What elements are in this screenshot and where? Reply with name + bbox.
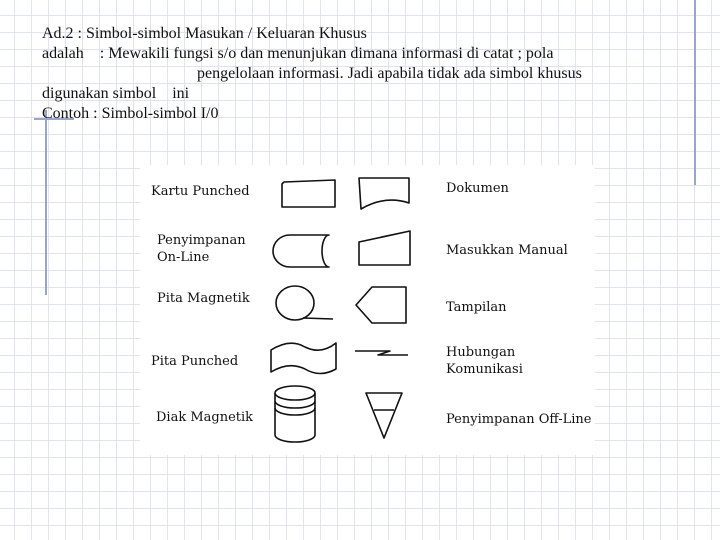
symbol-label-pita-magnetik: Pita Magnetik — [157, 291, 250, 306]
heading-line-4: digunakan simbol ini — [42, 85, 190, 102]
magnetic-tape-tail — [303, 318, 333, 319]
heading-line-1: Ad.2 : Simbol-simbol Masukan / Keluaran Khusus — [42, 25, 367, 42]
symbol-label-penyimpanan-offline: Penyimpanan Off-Line — [446, 412, 592, 427]
symbol-label-penyimpanan-online-line2: On-Line — [157, 250, 210, 265]
symbol-label-masukkan-manual: Masukkan Manual — [446, 243, 568, 258]
magnetic-disk-ring-1 — [275, 393, 315, 400]
decorative-vertical-line — [45, 110, 47, 295]
magnetic-tape-icon — [276, 286, 314, 320]
heading-text — [42, 24, 682, 124]
symbol-panel — [140, 165, 595, 455]
display-icon — [356, 287, 406, 323]
heading-line-2: adalah : Mewakili fungsi s/o dan menunjukan dimana informasi di catat ; pola — [42, 45, 554, 62]
manual-input-icon — [359, 231, 410, 265]
symbol-label-penyimpanan-online — [157, 232, 246, 266]
heading-line-3: pengelolaan informasi. Jadi apabila tidak ada simbol khusus — [197, 65, 582, 82]
magnetic-disk-icon — [275, 386, 315, 442]
communication-link-icon — [355, 351, 408, 355]
symbol-label-pita-punched: Pita Punched — [151, 354, 239, 369]
symbol-label-kartu-punched: Kartu Punched — [151, 184, 250, 199]
symbol-label-tampilan: Tampilan — [446, 300, 507, 315]
online-storage-icon — [273, 235, 329, 267]
magnetic-disk-ring-3 — [275, 408, 315, 415]
document-icon — [359, 178, 409, 209]
symbol-label-hubungan-komunikasi: Hubungan Komunikasi — [446, 345, 523, 377]
heading-line-5: Contoh : Simbol-simbol I/0 — [42, 105, 219, 122]
punched-tape-icon — [271, 343, 336, 374]
symbol-label-diak-magnetik: Diak Magnetik — [156, 410, 254, 425]
magnetic-disk-ring-2 — [275, 401, 315, 408]
decorative-vertical-line-right — [694, 0, 696, 185]
punched-card-icon — [282, 180, 335, 207]
symbol-label-dokumen: Dokumen — [446, 181, 509, 196]
symbol-label-penyimpanan-online-line1: Penyimpanan — [157, 233, 246, 248]
offline-storage-icon — [366, 393, 402, 438]
